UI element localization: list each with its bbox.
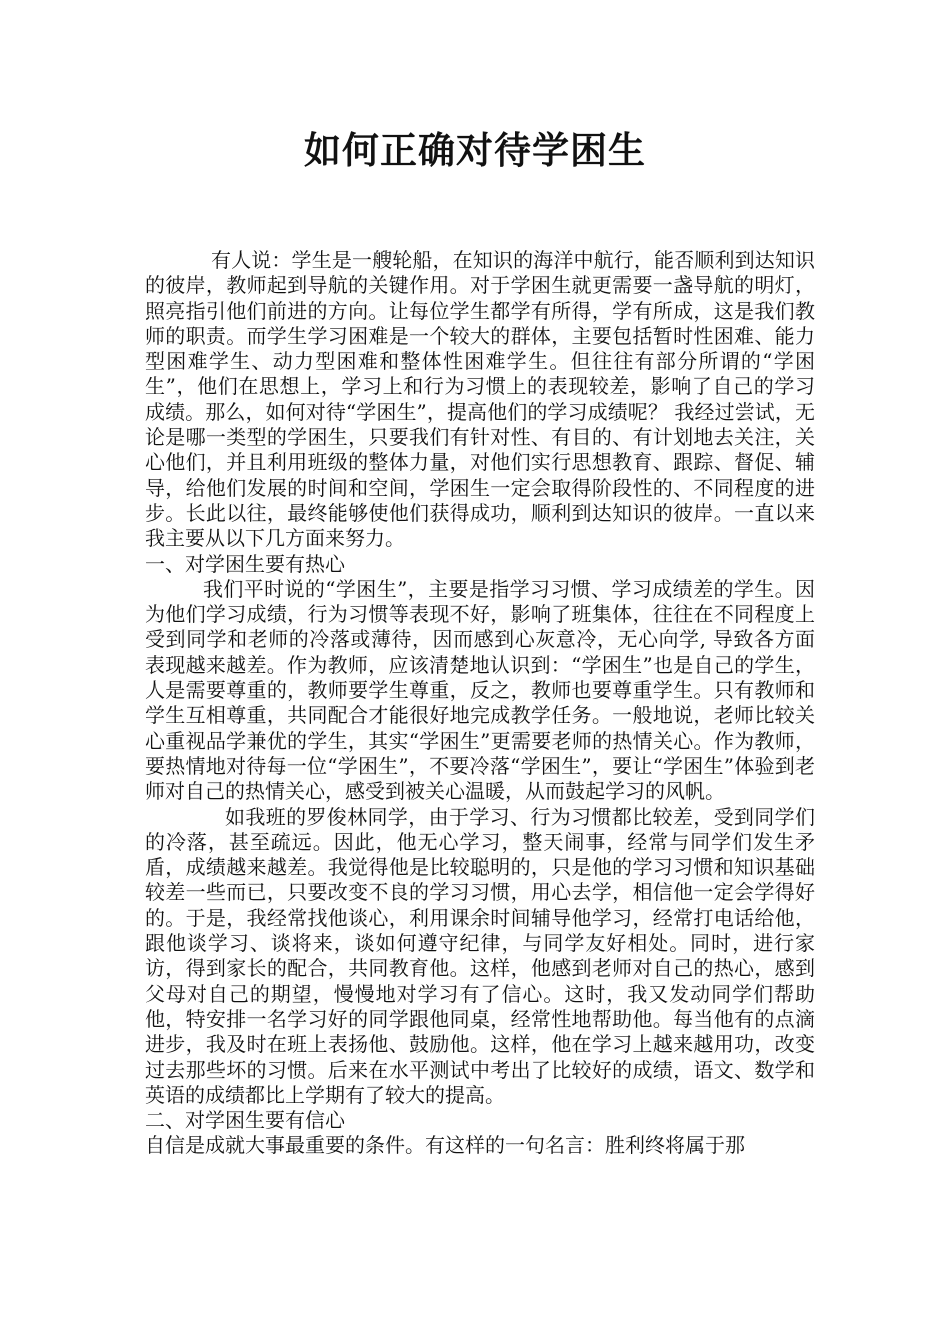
page-title: 如何正确对待学困生: [304, 129, 646, 172]
section-2-paragraph: 自信是成就大事最重要的条件。有这样的一句名言：胜利终将属于那: [145, 1133, 745, 1158]
section-heading-2: 二、对学困生要有信心: [145, 1108, 345, 1133]
intro-paragraph: 有人说：学生是一艘轮船，在知识的海洋中航行，能否顺利到达知识的彼岸，教师起到导航的关键作用。对于学困生就更需要一盏导航的明灯，照亮指引他们前进的方向。让每位学生都学有所得，学有所成，这是我们教师的职责。而学生学习困难是一个较大的群体，主要包括暂时性困难、能力型困难学生、动力型困难和整体性困难学生。但往往有部分所谓的“学困生”，他们在思想上，学习上和行为习惯上的表现较差，影响了自己的学习成绩。那么，如何对待“学困生”，提高他们的学习成绩呢？ 我经过尝试，无论是哪一类型的学困生，只要我们有针对性、有目的、有计划地去关注，关心他们，并且利用班级的整体力量，对他们实行思想教育、跟踪、督促、辅导，给他们发展的时间和空间，学困生一定会取得阶段性的、不同程度的进步。长此以往，最终能够使他们获得成功，顺利到达知识的彼岸。一直以来我主要从以下几方面来努力。: [145, 248, 815, 551]
section-heading-1: 一、对学困生要有热心: [145, 551, 345, 576]
example-paragraph: 如我班的罗俊林同学，由于学习、行为习惯都比较差，受到同学们的冷落，甚至疏远。因此，他无心学习，整天闹事，经常与同学们发生矛盾，成绩越来越差。我觉得他是比较聪明的，只是他的学习习惯和知识基础较差一些而已，只要改变不良的学习习惯，用心去学，相信他一定会学得好的。于是，我经常找他谈心，利用课余时间辅导他学习，经常打电话给他，跟他谈学习、谈将来，谈如何遵守纪律，与同学友好相处。同时，进行家访，得到家长的配合，共同教育他。这样，他感到老师对自己的热心，感到父母对自己的期望，慢慢地对学习有了信心。这时，我又发动同学们帮助他，特安排一名学习好的同学跟他同桌，经常性地帮助他。每当他有的点滴进步，我及时在班上表扬他、鼓励他。这样，他在学习上越来越用功，改变过去那些坏的习惯。后来在水平测试中考出了比较好的成绩，语文、数学和英语的成绩都比上学期有了较大的提高。: [145, 804, 815, 1107]
document-body: [145, 248, 815, 1159]
section-1-paragraph: 我们平时说的“学困生”，主要是指学习习惯、学习成绩差的学生。因为他们学习成绩，行为习惯等表现不好，影响了班集体，往往在不同程度上受到同学和老师的冷落或薄待，因而感到心灰意冷，无心向学, 导致各方面表现越来越差。作为教师，应该清楚地认识到：“学困生”也是自己的学生，人是需要尊重的，教师要学生尊重，反之，教师也要尊重学生。只有教师和学生互相尊重，共同配合才能很好地完成教学任务。一般地说，老师比较关心重视品学兼优的学生，其实“学困生”更需要老师的热情关心。作为教师，要热情地对待每一位“学困生”，不要冷落“学困生”，要让“学困生”体验到老师对自己的热情关心，感受到被关心温暖，从而鼓起学习的风帆。: [145, 576, 815, 804]
